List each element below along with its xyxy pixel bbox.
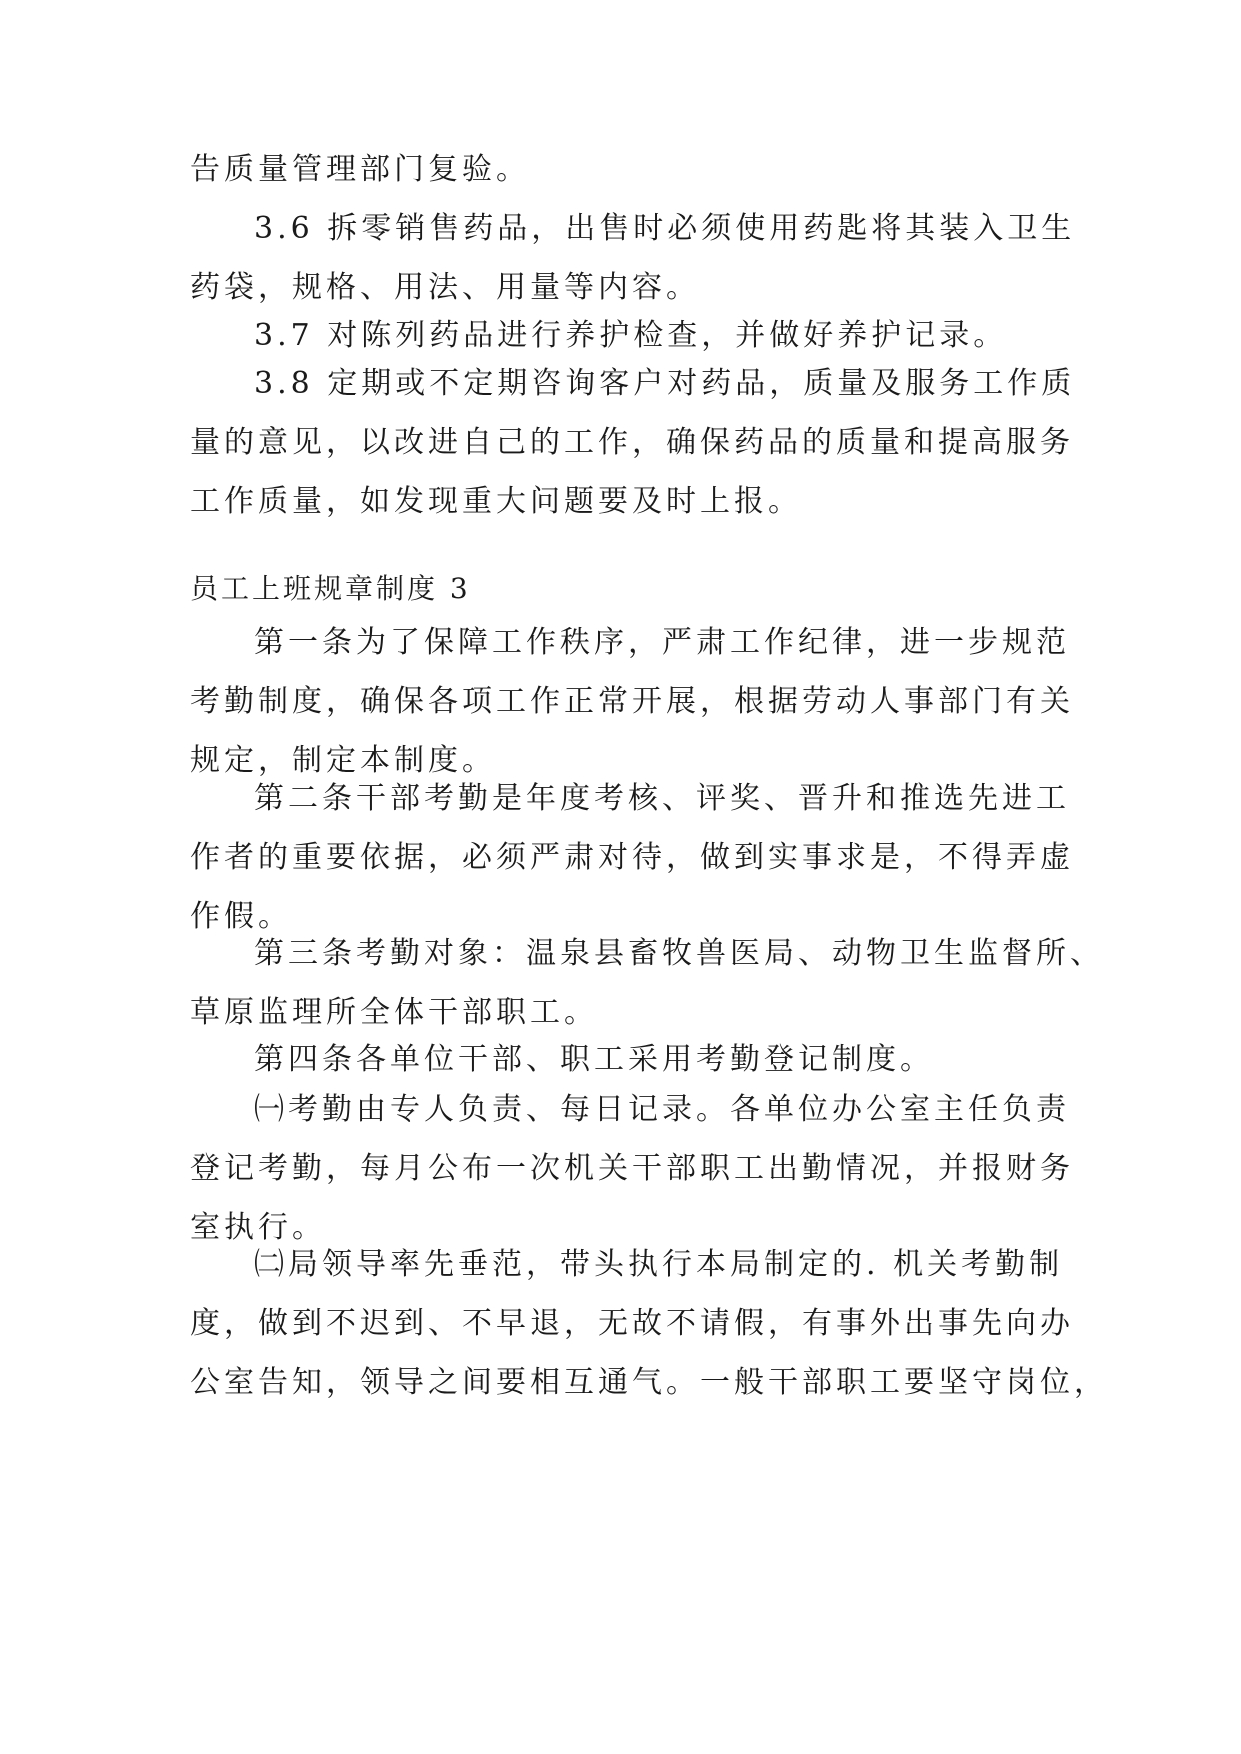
paragraph-3-8: 3.8 定期或不定期咨询客户对药品，质量及服务工作质 量的意见，以改进自己的工作，确保药品的质量和提高服务 工作质量，如发现重大问题要及时上报。: [190, 366, 1076, 519]
article-2: 第二条干部考勤是年度考核、评奖、晋升和推选先进工 作者的重要依据，必须严肃对待，做到实事求是，不得弄虚 作假。: [190, 781, 1074, 934]
clause-1: ㈠考勤由专人负责、每日记录。各单位办公室主任负责 登记考勤，每月公布一次机关干部职工出勤情况，并报财务 室执行。: [190, 1092, 1074, 1245]
clause-2: ㈡局领导率先垂范，带头执行本局制定的. 机关考勤制 度，做到不迟到、不早退，无故不请假，有事外出事先向办 公室告知，领导之间要相互通气。一般干部职工要坚守岗位，: [190, 1247, 1108, 1400]
paragraph-3-7: 3.7 对陈列药品进行养护检查，并做好养护记录。: [254, 318, 1008, 353]
section-title: 员工上班规章制度 3: [190, 572, 471, 605]
paragraph-continuation: 告质量管理部门复验。: [190, 152, 530, 187]
paragraph-3-6: 3.6 拆零销售药品，出售时必须使用药匙将其装入卫生 药袋，规格、用法、用量等内容。: [190, 211, 1076, 305]
article-4: 第四条各单位干部、职工采用考勤登记制度。: [254, 1042, 934, 1077]
article-1: 第一条为了保障工作秩序，严肃工作纪律，进一步规范 考勤制度，确保各项工作正常开展，根据劳动人事部门有关 规定，制定本制度。: [190, 625, 1074, 778]
article-3: 第三条考勤对象：温泉县畜牧兽医局、动物卫生监督所、 草原监理所全体干部职工。: [190, 936, 1104, 1030]
